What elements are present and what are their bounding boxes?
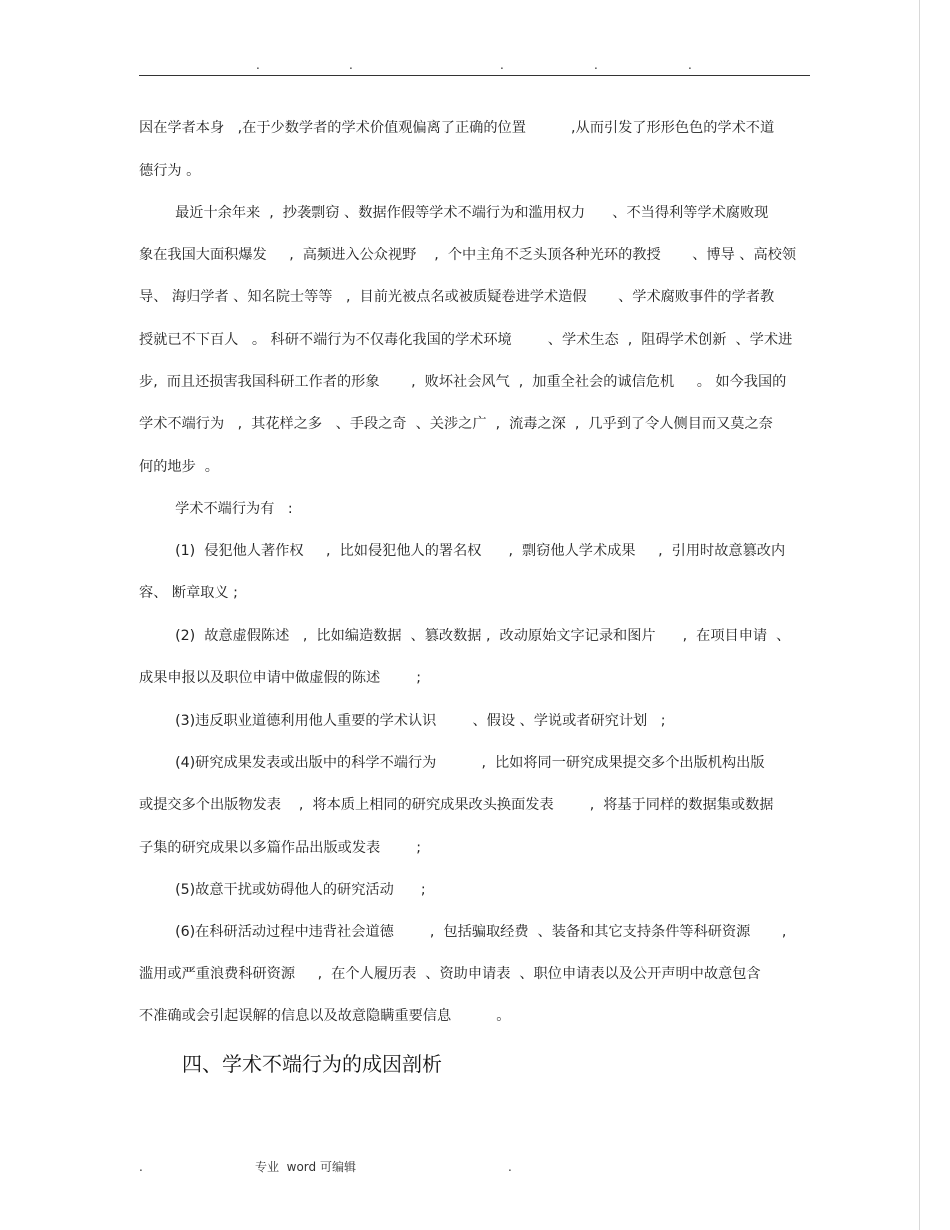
header-dot: . — [500, 58, 504, 72]
text-line: 象在我国大面积爆发 , 高频进入公众视野 , 个中主角不乏头顶各种光环的教授 、博导 、高校领 — [139, 247, 797, 263]
text-line: (1) 侵犯他人著作权 , 比如侵犯他人的署名权 , 剽窃他人学术成果 , 引用时故意篡改内 — [139, 543, 786, 559]
text-line: 因在学者本身 ,在于少数学者的学术价值观偏离了正确的位置 ,从而引发了形形色色的学术不道 — [139, 120, 775, 136]
text-line: 学术不端行为 , 其花样之多 、手段之奇 、关涉之广 , 流毒之深 , 几乎到了令人侧目而又莫之奈 — [139, 416, 773, 432]
text-line: 授就已不下百人 。 科研不端行为不仅毒化我国的学术环境 、学术生态 , 阻碍学术创新 、学术进 — [139, 332, 793, 348]
text-line: 或提交多个出版物发表 , 将本质上相同的研究成果改头换面发表 , 将基于同样的数据集或数据 — [139, 797, 774, 813]
page-footer — [0, 1159, 950, 1175]
text-line: (2) 故意虚假陈述 , 比如编造数据 、篡改数据 , 改动原始文字记录和图片 , 在项目申请 、 — [139, 628, 791, 644]
text-line: 最近十余年来 , 抄袭剽窃 、数据作假等学术不端行为和滥用权力 、不当得利等学术腐败现 — [139, 205, 769, 221]
page-right-edge — [919, 0, 920, 1230]
section-heading: 四、学术不端行为的成因剖析 — [182, 1052, 442, 1076]
text-line: 子集的研究成果以多篇作品出版或发表 ; — [139, 840, 422, 856]
text-line: 何的地步 。 — [139, 459, 219, 475]
footer-dot: . — [508, 1160, 512, 1174]
footer-dot: . — [139, 1160, 143, 1174]
text-line: (5)故意干扰或妨碍他人的研究活动 ; — [139, 882, 426, 898]
text-line: 滥用或严重浪费科研资源 , 在个人履历表 、资助申请表 、职位申请表以及公开声明中故意包含 — [139, 966, 761, 982]
page-header — [0, 58, 950, 72]
header-dot: . — [256, 58, 260, 72]
header-dot: . — [594, 58, 598, 72]
header-rule — [139, 75, 810, 76]
text-line: 成果申报以及职位申请中做虚假的陈述 ; — [139, 670, 422, 686]
text-line: 学术不端行为有 : — [139, 501, 293, 517]
header-dot: . — [688, 58, 692, 72]
text-line: 步, 而且还损害我国科研工作者的形象 , 败坏社会风气 , 加重全社会的诚信危机 。 如今我国的 — [139, 374, 787, 390]
text-line: (6)在科研活动过程中违背社会道德 , 包括骗取经费 、装备和其它支持条件等科研资源 , — [139, 924, 787, 940]
text-line: 导、 海归学者 、知名院士等等 , 目前光被点名或被质疑卷进学术造假 、学术腐败事件的学者教 — [139, 289, 775, 305]
header-dot: . — [349, 58, 353, 72]
text-line: (4)研究成果发表或出版中的科学不端行为 , 比如将同一研究成果提交多个出版机构出版 — [139, 755, 765, 771]
footer-text: 专业 word 可编辑 — [255, 1160, 356, 1174]
text-line: 德行为 。 — [139, 163, 201, 179]
text-line: 不准确或会引起误解的信息以及故意隐瞒重要信息 。 — [139, 1008, 511, 1024]
text-line: 容、 断章取义 ; — [139, 585, 238, 601]
text-line: (3)违反职业道德利用他人重要的学术认识 、假设 、学说或者研究计划 ; — [139, 713, 666, 729]
